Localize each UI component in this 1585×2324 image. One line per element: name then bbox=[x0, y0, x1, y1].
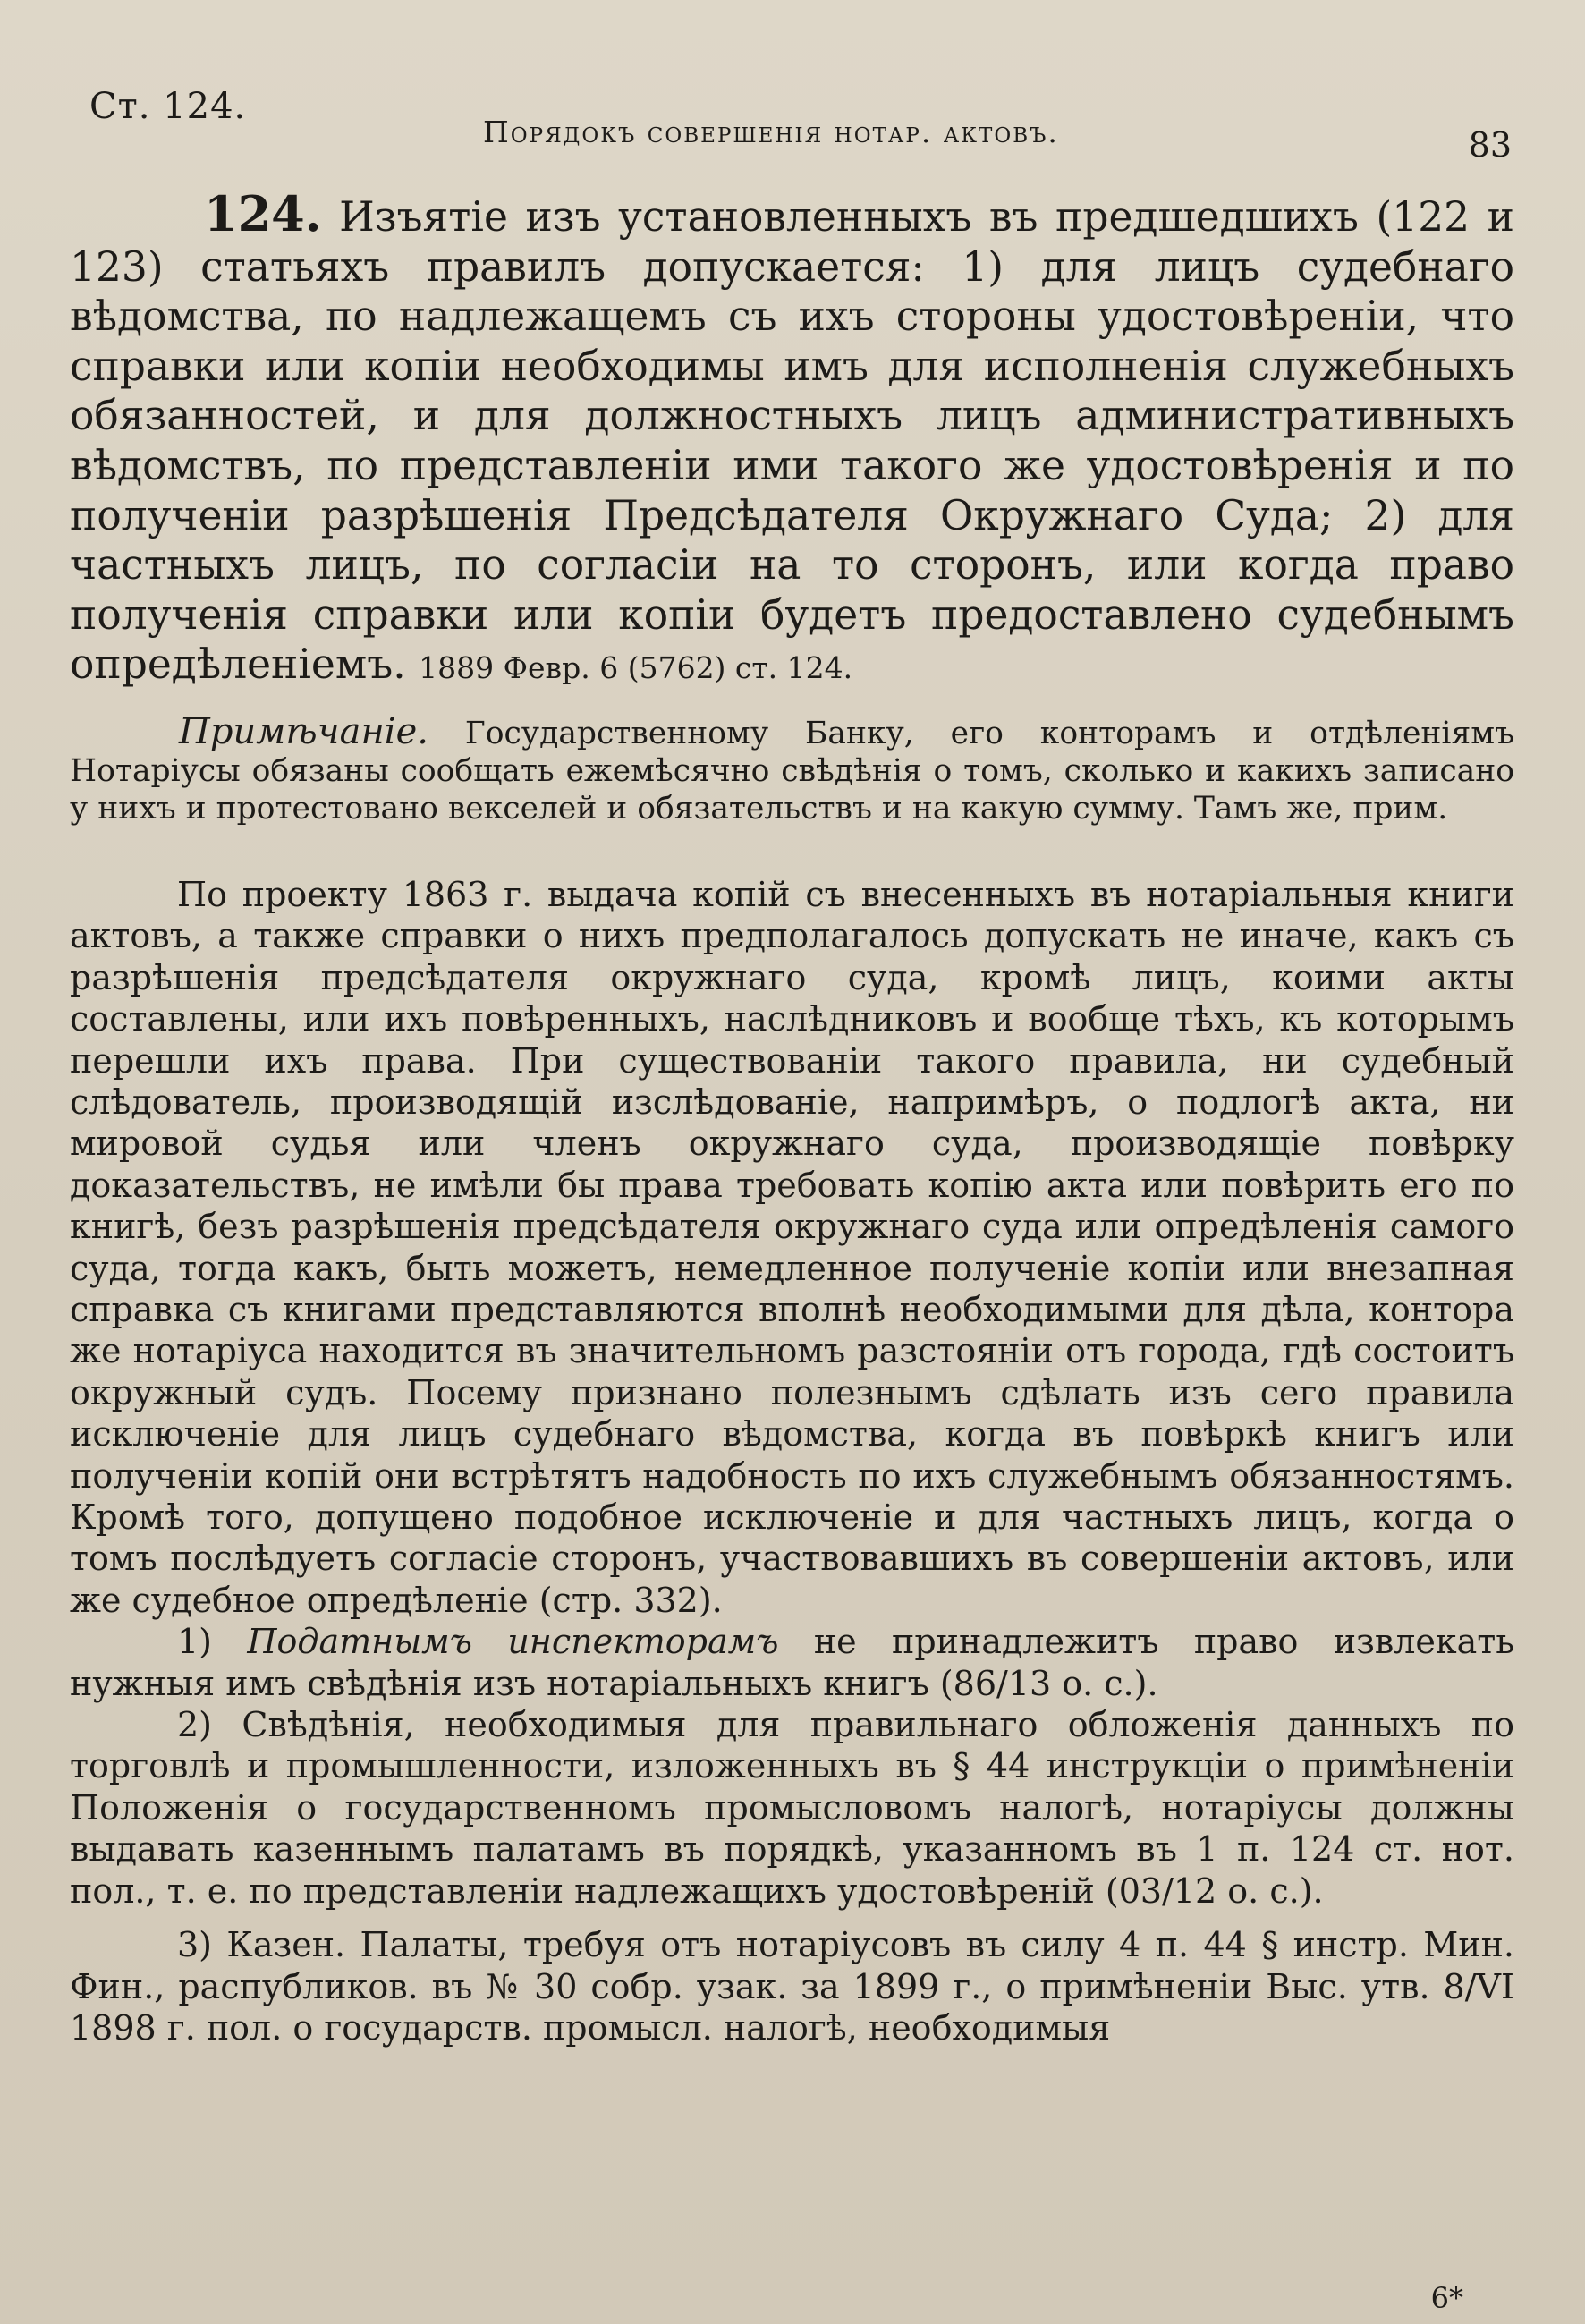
item-2 bbox=[70, 1704, 1514, 1912]
note-reference: Тамъ же, прим. bbox=[1193, 790, 1448, 827]
item-1-emphasis: Податнымъ инспекторамъ bbox=[247, 1622, 779, 1662]
item-1 bbox=[70, 1621, 1514, 1704]
article-text: Изъятіе изъ установленныхъ въ предшедшихъ (122 и 123) статьяхъ правилъ допускается: 1) для лицъ судебнаго вѣдомства, по надлежащемъ съ ихъ стороны удостовѣреніи, что справки или копіи необходимы имъ для исполненія служебныхъ обязанностей, и для должностныхъ лицъ административныхъ вѣдомствъ, по представленіи ими такого же удостовѣренія и по полученіи разрѣшенія Предсѣдателя Окружнаго Суда; 2) для частныхъ лицъ, по согласіи на то сторонъ, или когда право полученія справки или копіи будетъ предоставлено судебнымъ опредѣленіемъ. bbox=[70, 193, 1514, 689]
chapter-title: Порядокъ совершенія нотар. актовъ. bbox=[483, 115, 1059, 149]
commentary-paragraph: По проекту 1863 г. выдача копій съ внесенныхъ въ нотаріальныя книги актовъ, а также справки о нихъ предполагалось допускать не иначе, какъ съ разрѣшенія предсѣдателя окружнаго суда, кромѣ лицъ, коими акты составлены, или ихъ повѣренныхъ, наслѣдниковъ и вообще тѣхъ, къ которымъ перешли ихъ права. При существованіи такого правила, ни судебный слѣдователь, производящій изслѣдованіе, напримѣръ, о подлогѣ акта, ни мировой судья или членъ окружнаго суда, производящіе повѣрку доказательствъ, не имѣли бы права требовать копію акта или повѣрить его по книгѣ, безъ разрѣшенія предсѣдателя окружнаго суда или опредѣленія самого суда, тогда какъ, быть можетъ, немедленное полученіе копіи или внезапная справка съ книгами представляются вполнѣ необходимыми для дѣла, контора же нотаріуса находится въ значительномъ разстояніи отъ города, гдѣ состоитъ окружный судъ. Посему признано полезнымъ сдѣлать изъ сего правила исключеніе для лицъ судебнаго вѣдомства, когда въ повѣркѣ книгъ или полученіи копій они встрѣтятъ надобность по ихъ служебнымъ обязанностямъ. Кромѣ того, допущено подобное исключеніе и для частныхъ лицъ, когда о томъ послѣдуетъ согласіе сторонъ, участвовавшихъ въ совершеніи актовъ, или же судебное опредѣленіе (стр. 332). bbox=[70, 874, 1514, 1620]
page-number: 83 bbox=[1468, 125, 1512, 165]
article-locator: Ст. 124. bbox=[89, 86, 247, 127]
article-reference: 1889 Февр. 6 (5762) ст. 124. bbox=[419, 650, 853, 686]
page-body bbox=[70, 185, 1515, 2048]
note-label: Примѣчаніе. bbox=[179, 710, 428, 752]
article-note bbox=[70, 710, 1515, 827]
item-1-text: не принадлежитъ право извлекать нужныя имъ свѣдѣнія изъ нотаріальныхъ книгъ (86/13 о. с.). bbox=[70, 1622, 1514, 1703]
running-header bbox=[89, 82, 1512, 165]
item-3-text: Казен. Палаты, требуя отъ нотаріусовъ въ силу 4 п. 44 § инстр. Мин. Фин., распубликов. въ № 30 собр. узак. за 1899 г., о примѣненіи Выс. утв. 8/VI 1898 г. пол. о государств. промысл. налогѣ, необходимыя bbox=[70, 1925, 1514, 2048]
printer-signature-mark: 6* bbox=[1430, 2281, 1463, 2315]
note-text: Государственному Банку, его конторамъ и отдѣленіямъ Нотаріусы обязаны сообщать ежемѣсячно свѣдѣнія о томъ, сколько и какихъ записано у нихъ и протестовано векселей и обязательствъ и на какую сумму. bbox=[70, 715, 1515, 827]
item-2-number: 2) bbox=[177, 1705, 213, 1745]
article-124 bbox=[70, 185, 1514, 693]
item-3-number: 3) bbox=[177, 1925, 213, 1965]
item-2-text: Свѣдѣнія, необходимыя для правильнаго обложенія данныхъ по торговлѣ и промышленности, изложенныхъ въ § 44 инструкціи о примѣненіи Положенія о государственномъ промысловомъ налогѣ, нотаріусы должны выдавать казеннымъ палатамъ въ порядкѣ, указанномъ въ 1 п. 124 ст. нот. пол., т. е. по представленіи надлежащихъ удостовѣреній (03/12 о. с.). bbox=[70, 1705, 1514, 1911]
item-1-number: 1) bbox=[177, 1622, 213, 1662]
item-3 bbox=[70, 1924, 1514, 2048]
article-number: 124. bbox=[204, 185, 322, 242]
